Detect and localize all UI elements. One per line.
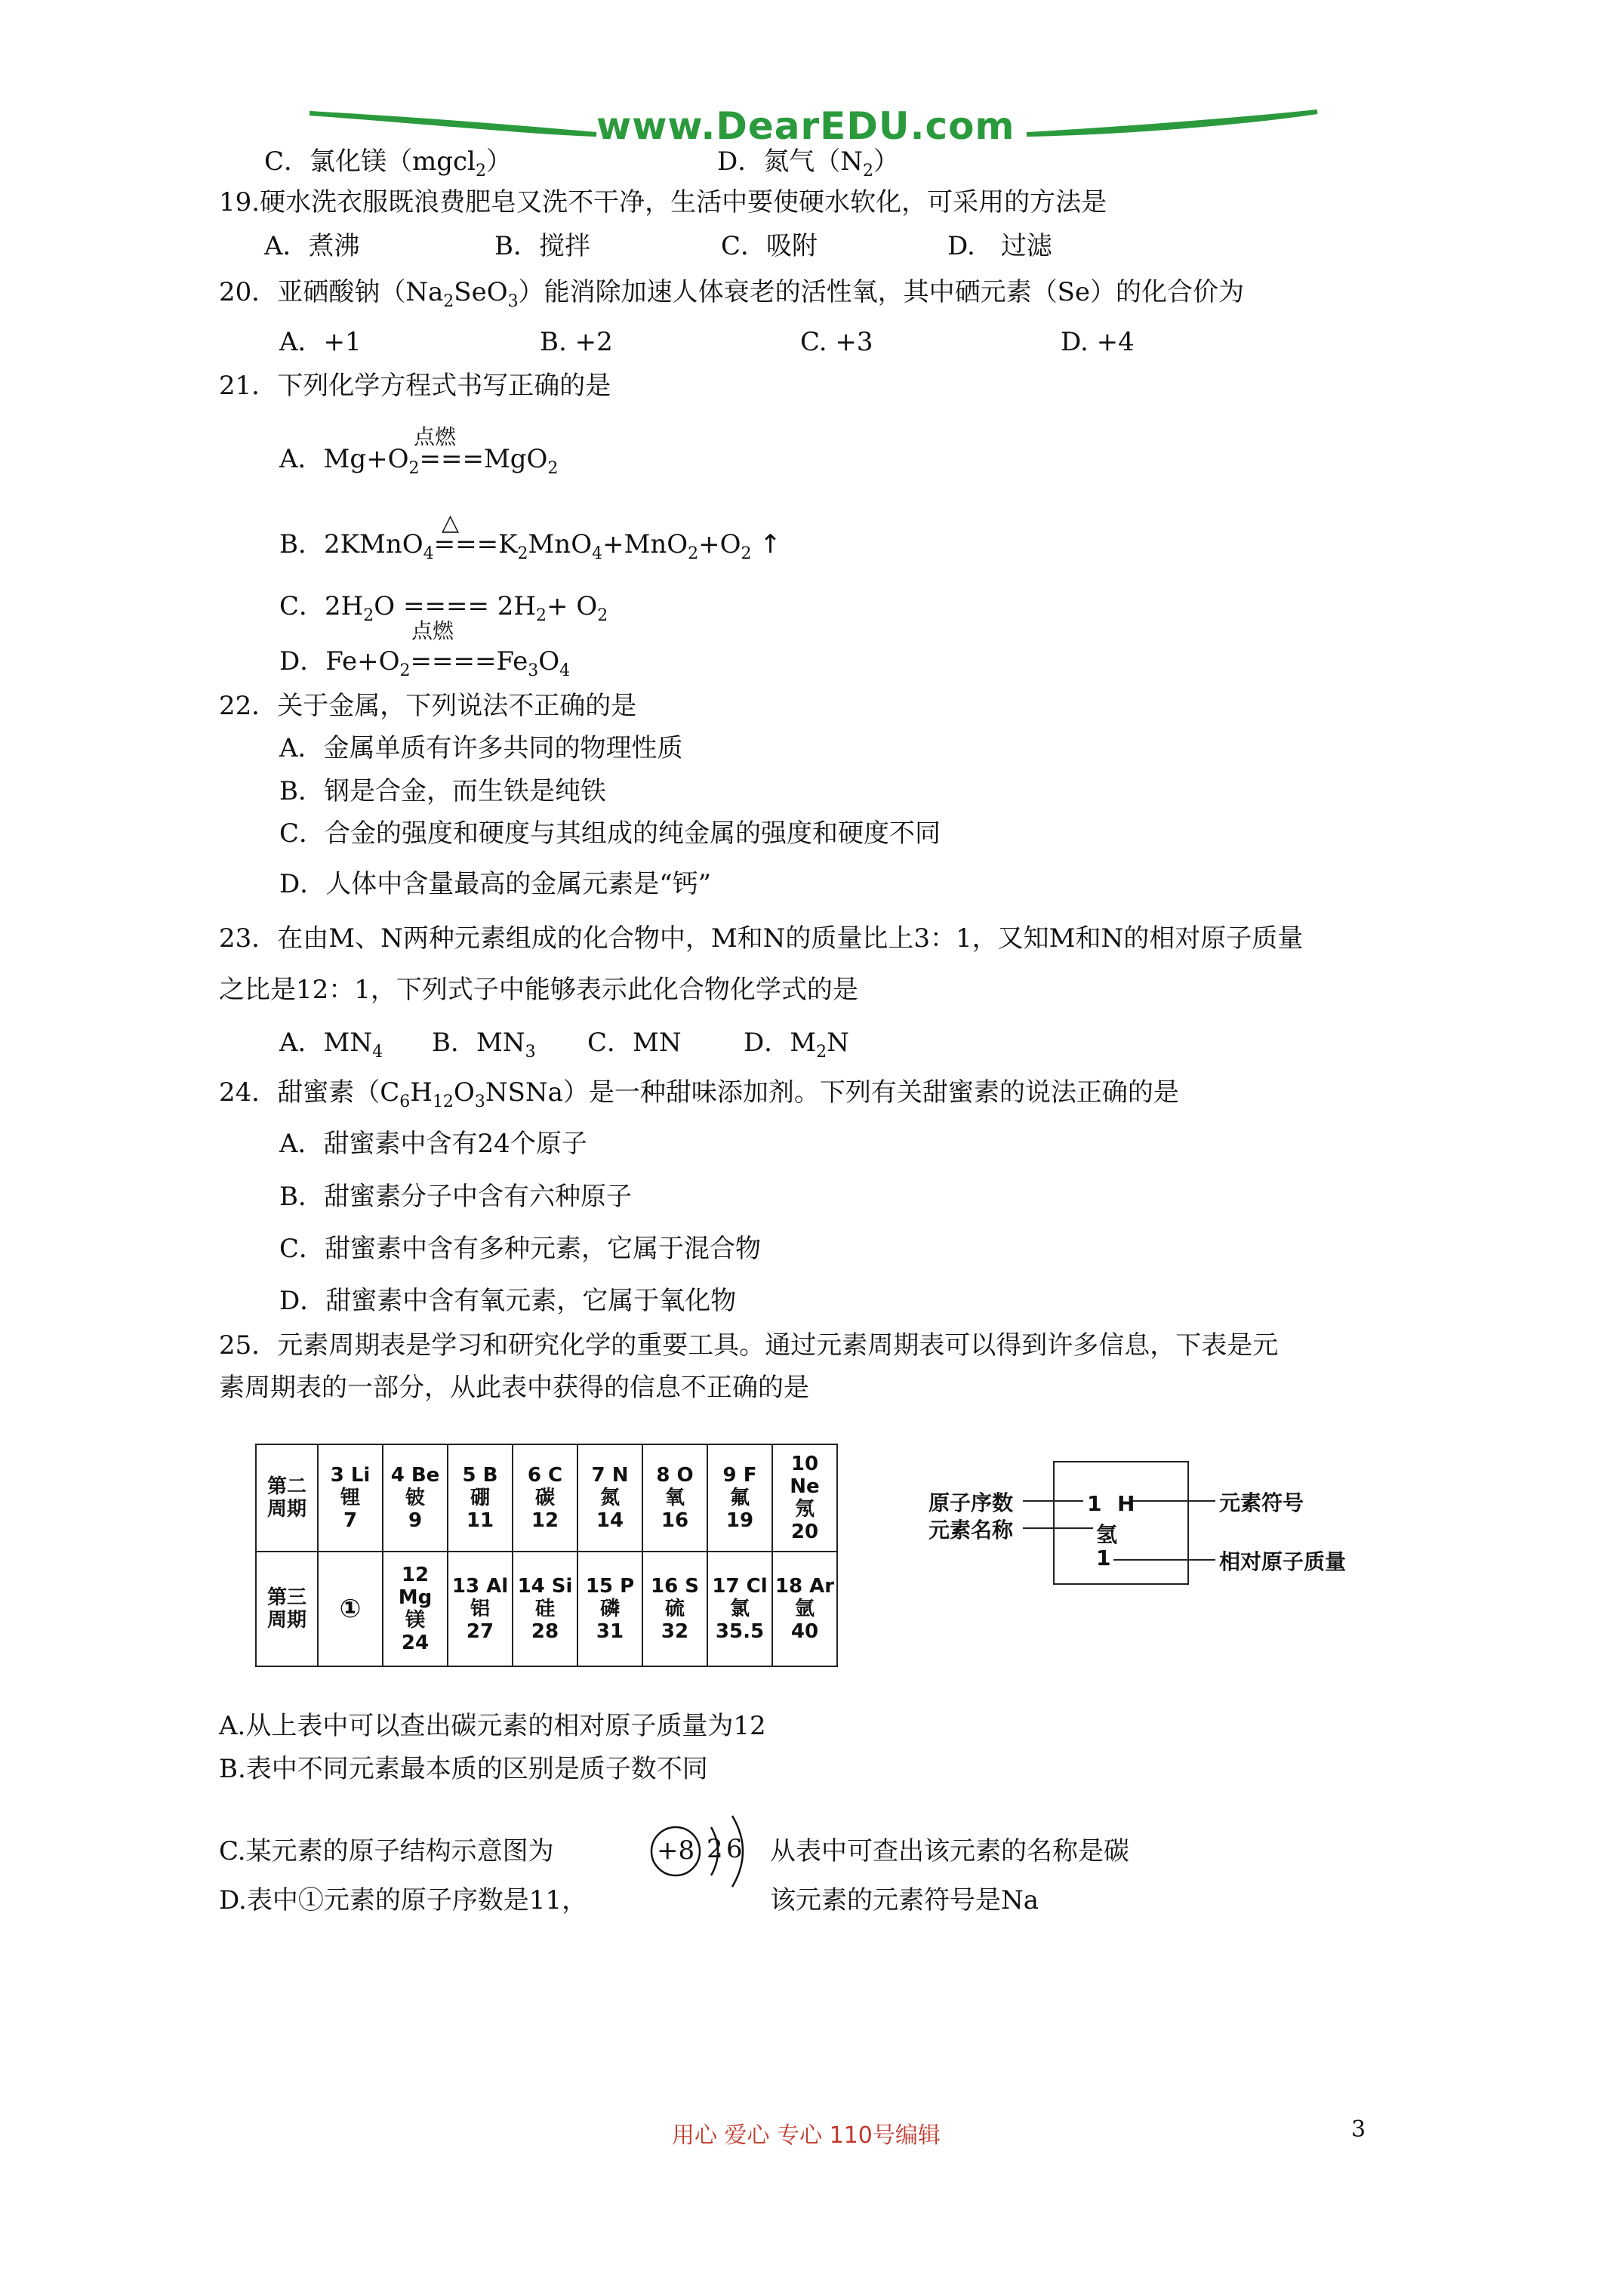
atom-shell1-electrons: 2 [707, 1834, 723, 1864]
q20-option-d: D. +4 [1061, 327, 1135, 357]
q23-option-b: B．$MN_3$ [432, 1028, 536, 1062]
q25-option-d-part1: D.表中①元素的原子序数是11， [219, 1885, 588, 1915]
q20-option-c: C. +3 [800, 327, 873, 357]
legend-symbol-label: 元素符号 [1219, 1490, 1304, 1515]
q25-option-c-part2: 从表中可查出该元素的名称是碳 [770, 1836, 1129, 1866]
q25-option-d-part2: 该元素的元素符号是Na [770, 1885, 1039, 1915]
q24-option-b: B．甜蜜素分子中含有六种原子 [279, 1182, 632, 1212]
period-2-row [256, 1444, 837, 1552]
q24-option-c: C．甜蜜素中含有多种元素，它属于混合物 [279, 1234, 762, 1264]
q21-option-c: C．$2H_2O$ ==== $2H_2+ O_2$ [279, 591, 608, 625]
q20-option-a: A．+1 [279, 327, 362, 357]
q23-stem-line2: 之比是12：1，下列式子中能够表示此化合物化学式的是 [219, 975, 858, 1005]
q22-stem: 22．关于金属，下列说法不正确的是 [219, 691, 637, 721]
element-cell: 3 Li 锂 7 [318, 1444, 383, 1552]
legend-number: 1 [1087, 1491, 1102, 1516]
legend-symbol: H [1117, 1491, 1135, 1516]
q23-stem-line1: 23．在由M、N两种元素组成的化合物中，M和N的质量比上3：1，又知M和N的相对原子质量 [219, 923, 1304, 954]
element-cell: 14 Si 硅 28 [513, 1552, 577, 1666]
element-cell: 17 Cl 氯 35.5 [707, 1552, 772, 1666]
legend-atomic-number-label: 原子序数 [929, 1490, 1014, 1515]
q23-option-a: A．$MN_4$ [279, 1028, 383, 1062]
q21-d-condition: 点燃 [411, 618, 454, 643]
q19-option-a: A．煮沸 [264, 231, 360, 261]
element-cell: 13 Al 铝 27 [448, 1552, 513, 1666]
q25-stem-line2: 素周期表的一部分，从此表中获得的信息不正确的是 [219, 1373, 809, 1403]
q24-option-d: D．甜蜜素中含有氧元素，它属于氧化物 [279, 1286, 737, 1316]
q19-stem: 19.硬水洗衣服既浪费肥皂又洗不干净，生活中要使硬水软化，可采用的方法是 [219, 187, 1107, 217]
q21-option-d: D．$Fe+O_2====Fe_3O_4$ [279, 646, 571, 680]
q20-option-b: B. +2 [540, 327, 613, 357]
legend-name: 氢 [1096, 1522, 1118, 1547]
page-number: 3 [1351, 2116, 1366, 2143]
legend-pointer-lines [929, 1461, 1321, 1589]
q21-option-a: A．$Mg+O_2===MgO_2$ [279, 444, 559, 478]
element-cell: 12 Mg 镁 24 [383, 1552, 448, 1666]
q24-option-a: A．甜蜜素中含有24个原子 [279, 1129, 587, 1159]
q19-option-c: C．吸附 [721, 231, 818, 261]
period-3-label: 第三 周期 [256, 1552, 318, 1666]
q22-option-a: A．金属单质有许多共同的物理性质 [279, 733, 683, 763]
element-cell: 18 Ar 氩 40 [772, 1552, 837, 1666]
period-3-row [256, 1552, 837, 1666]
q25-option-a: A.从上表中可以查出碳元素的相对原子质量为12 [219, 1711, 766, 1741]
q23-option-c: C．MN [587, 1028, 682, 1058]
element-cell: 8 O 氧 16 [642, 1444, 707, 1552]
element-cell: 6 C 碳 12 [513, 1444, 577, 1552]
q19-option-d: D. 过滤 [947, 231, 1052, 261]
element-cell: 16 S 硫 32 [642, 1552, 707, 1666]
gas-up-arrow-icon: ↑ [759, 529, 781, 559]
element-cell: 5 B 硼 11 [448, 1444, 513, 1552]
q25-option-b: B.表中不同元素最本质的区别是质子数不同 [219, 1754, 708, 1784]
q21-b-heat-condition: △ [442, 510, 460, 536]
q21-a-condition: 点燃 [414, 424, 457, 449]
legend-mass-label: 相对原子质量 [1219, 1549, 1347, 1574]
legend-element-name-label: 元素名称 [929, 1518, 1014, 1542]
q20-stem: 20．亚硒酸钠$(Na_2SeO_3)$能消除加速人体衰老的活性氧，其中硒元素（Se）的化合价为 [219, 277, 1245, 311]
q21-stem: 21．下列化学方程式书写正确的是 [219, 371, 611, 401]
q22-option-d: D．人体中含量最高的金属元素是“钙” [279, 869, 712, 899]
q25-option-c-part1: C.某元素的原子结构示意图为 [219, 1836, 554, 1866]
atom-nucleus-charge: +8 [657, 1835, 695, 1866]
q18-option-c: C．氯化镁（mgcl$_2$） [264, 146, 512, 180]
q22-option-b: B．钢是合金，而生铁是纯铁 [279, 776, 606, 806]
q23-option-d: D．$M_2N$ [744, 1028, 849, 1062]
element-cell-legend [929, 1461, 1347, 1589]
legend-mass: 1 [1096, 1546, 1111, 1570]
atom-shell2-electrons: 6 [726, 1834, 743, 1864]
q24-stem: 24．甜蜜素$(C_6H_{12}O_3NSNa)$是一种甜味添加剂。下列有关甜蜜素的说法正确的是 [219, 1077, 1179, 1111]
site-url: www.DearEDU.com [596, 104, 1015, 148]
atom-structure-diagram [642, 1797, 762, 1895]
q18-option-d: D．氮气$(N_2)$ [717, 146, 900, 180]
q21-option-b: B．$2KMnO_4===K_2MnO_4+MnO_2+O_2$ ↑ [279, 529, 781, 563]
q25-stem-line1: 25．元素周期表是学习和研究化学的重要工具。通过元素周期表可以得到许多信息，下表是元 [219, 1330, 1279, 1361]
period-2-label: 第二 周期 [256, 1444, 318, 1552]
element-cell: 4 Be 铍 9 [383, 1444, 448, 1552]
unknown-element-cell: ① [318, 1552, 383, 1666]
q22-option-c: C．合金的强度和硬度与其组成的纯金属的强度和硬度不同 [279, 818, 941, 849]
element-cell: 10 Ne 氖 20 [772, 1444, 837, 1552]
element-cell: 15 P 磷 31 [577, 1552, 642, 1666]
q19-option-b: B．搅拌 [494, 231, 590, 261]
element-cell: 9 F 氟 19 [707, 1444, 772, 1552]
element-cell: 7 N 氮 14 [577, 1444, 642, 1552]
footer-text: 用心 爱心 专心 110号编辑 [672, 2122, 941, 2149]
periodic-table-excerpt [255, 1444, 838, 1667]
